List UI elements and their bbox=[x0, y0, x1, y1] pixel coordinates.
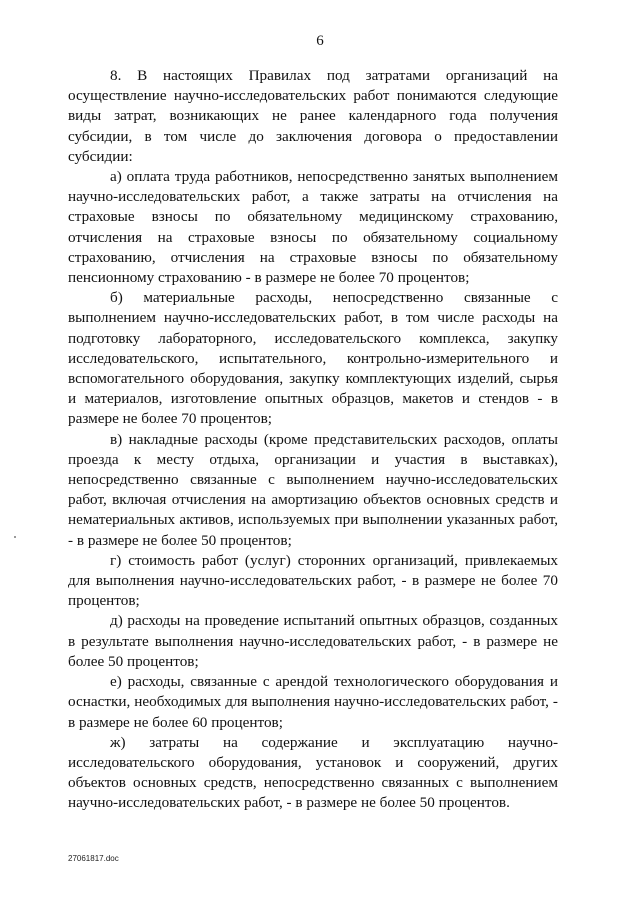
scan-margin-mark bbox=[14, 536, 16, 538]
paragraph-d-testing-costs: д) расходы на проведение испытаний опытных образцов, созданных в результате выполнения научно-исследовательских работ, - в размере не более 50 процентов; bbox=[68, 612, 558, 670]
paragraph-b-material-costs: б) материальные расходы, непосредственно связанные с выполнением научно-исследовательских работ, в том числе расходы на подготовку лабораторного, исследовательского комплекса, закупку исследовательского, испытательного, контрольно-измерительного и вспомогательного оборудования, закупку комплектующих изделий, сырья и материалов, изготовление опытных образцов, макетов и стендов - в размере не более 70 процентов; bbox=[68, 289, 558, 428]
paragraph-zh-maintenance-costs: ж) затраты на содержание и эксплуатацию научно-исследовательского оборудования, установок и сооружений, других объектов основных средств, непосредственно связанных с выполнением научно-исследовательских работ, - в размере не более 50 процентов. bbox=[68, 733, 558, 812]
page-number: 6 bbox=[316, 33, 324, 49]
paragraph-g-third-party-services: г) стоимость работ (услуг) сторонних организаций, привлекаемых для выполнения научно-исследовательских работ, - в размере не более 70 процентов; bbox=[68, 551, 558, 610]
paragraph-8-intro: 8. В настоящих Правилах под затратами организаций на осуществление научно-исследовательских работ понимаются следующие виды затрат, возникающих не ранее календарного года получения субсидии, в том числе до заключения договора о предоставлении субсидии: bbox=[68, 67, 558, 165]
paragraph-v-overhead-costs: в) накладные расходы (кроме представительских расходов, оплаты проезда к месту отдыха, организации и участия в выставках), непосредственно связанные с выполнением научно-исследовательских работ, включая отчисления на амортизацию объектов основных средств и нематериальных активов, используемых при выполнении указанных работ, - в размере не более 50 процентов; bbox=[68, 430, 558, 549]
paragraph-e-equipment-rental: е) расходы, связанные с арендой технологического оборудования и оснастки, необходимых для выполнения научно-исследовательских работ, - в размере не более 60 процентов; bbox=[68, 673, 558, 731]
document-body bbox=[68, 66, 558, 814]
paragraph-a-labor-costs: а) оплата труда работников, непосредственно занятых выполнением научно-исследовательских работ, а также затраты на отчисления на страховые взносы по обязательному медицинскому страхованию, отчисления на страховые взносы по обязательному социальному страхованию, отчисления на страховые взносы по обязательному пенсионному страхованию - в размере не более 70 процентов; bbox=[68, 168, 558, 287]
document-footer-filename: 27061817.doc bbox=[68, 854, 119, 863]
